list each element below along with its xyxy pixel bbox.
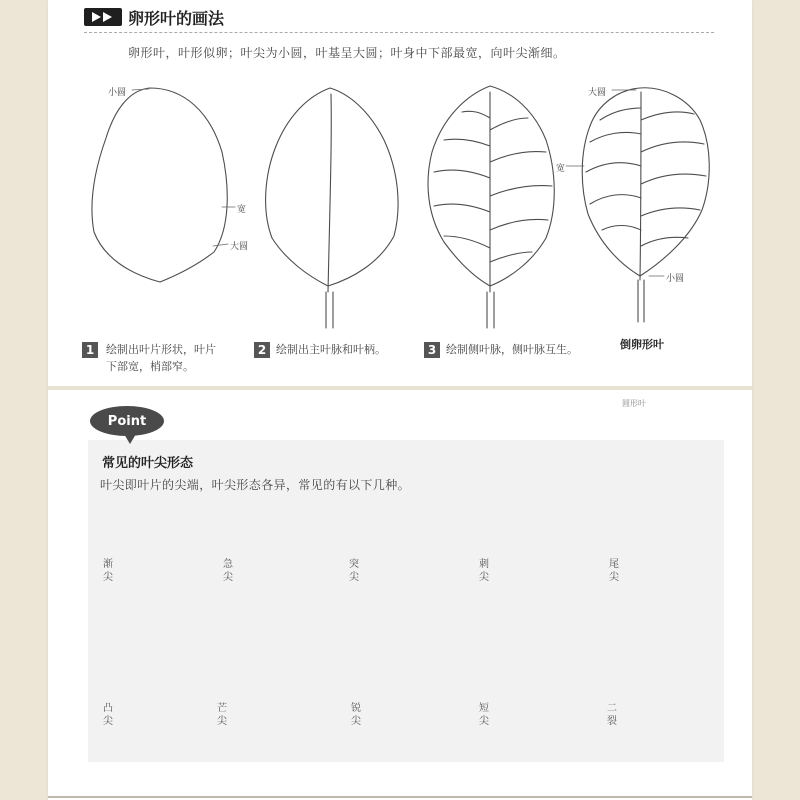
leaf-tip-section-description: 叶尖即叶片的尖端，叶尖形态各异，常见的有以下几种。 [100,478,411,492]
inverted-ovate-caption: 倒卵形叶 [620,338,664,351]
label-small-circle: 小圆 [108,88,127,98]
tip-label-caudate: 尾尖 [609,559,619,583]
tip-label-acute: 急尖 [223,559,233,583]
step-2-number: 2 [254,342,270,358]
step-1-number: 1 [82,342,98,358]
tip-label-mucronate: 凸尖 [103,703,113,727]
step-2-text: 绘制出主叶脉和叶柄。 [276,343,386,356]
faded-text: 圆形叶 [622,399,646,408]
point-badge: Point [90,406,164,436]
step-1-text: 绘制出叶片形状，叶片 下部宽，梢部窄。 [106,343,216,373]
label-width: 宽 [237,205,247,215]
tip-label-acuminate: 渐尖 [103,559,113,583]
tip-label-bilobed: 二裂 [607,703,617,727]
label-big-circle: 大圆 [230,242,249,252]
label-inv-width: 宽 [556,164,566,174]
tip-label-cuspidate: 突尖 [349,559,359,583]
leaf-outline-step1 [92,88,227,282]
leaf-tip-section-title: 常见的叶尖形态 [102,456,194,471]
tip-label-short-pointed: 短尖 [479,703,489,727]
step-3-number: 3 [424,342,440,358]
point-badge-tail [124,434,136,444]
leaf-veins-step3 [428,86,554,328]
tip-label-aristate: 刺尖 [479,559,489,583]
step-3-text: 绘制侧叶脉，侧叶脉互生。 [446,343,578,356]
section-title: 卵形叶的画法 [128,9,225,28]
label-inv-big-circle: 大圆 [588,88,607,98]
tip-label-aristulate: 芒尖 [217,703,227,727]
tip-label-sharp: 锐尖 [351,703,361,727]
leaf-inverted-ovate [582,88,709,322]
leaf-midrib-step2 [266,88,398,328]
label-inv-small-circle: 小圆 [666,274,685,284]
intro-text: 卵形叶，叶形似卵；叶尖为小圆，叶基呈大圆；叶身中下部最宽，向叶尖渐细。 [128,46,566,60]
